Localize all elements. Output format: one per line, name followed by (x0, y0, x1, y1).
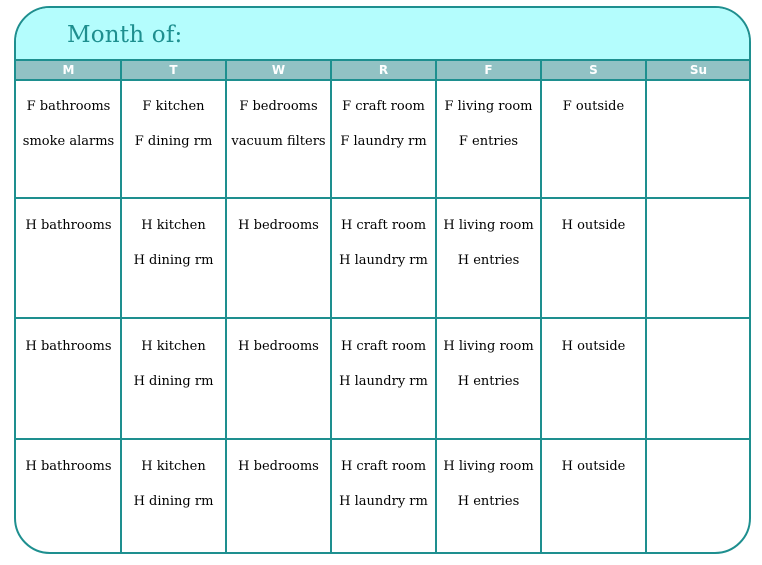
chore-label: H laundry rm (339, 494, 428, 509)
chore-label: H living room (443, 459, 534, 474)
grid-line-vertical (435, 59, 437, 552)
chore-label: H outside (561, 218, 626, 233)
chore-label: H kitchen (141, 459, 206, 474)
grid-line-horizontal (16, 317, 749, 319)
grid-line-vertical (120, 59, 122, 552)
chore-label: H entries (457, 253, 520, 268)
grid-line-horizontal (16, 197, 749, 199)
chore-label: H bedrooms (238, 218, 319, 233)
chore-label: H bathrooms (25, 218, 112, 233)
chore-label: H bedrooms (238, 339, 319, 354)
chore-label: H dining rm (133, 374, 214, 389)
chore-label: H laundry rm (339, 253, 428, 268)
chore-label: F bathrooms (26, 99, 111, 114)
chore-label: vacuum filters (231, 134, 326, 149)
chore-label: H entries (457, 374, 520, 389)
chore-label: H dining rm (133, 253, 214, 268)
chore-label: H outside (561, 339, 626, 354)
chore-label: F laundry rm (340, 134, 427, 149)
title-band (16, 8, 749, 59)
chore-label: H bedrooms (238, 459, 319, 474)
chore-label: H dining rm (133, 494, 214, 509)
chore-label: F dining rm (134, 134, 213, 149)
chore-label: F kitchen (142, 99, 205, 114)
chore-label: H bathrooms (25, 339, 112, 354)
chore-label: F bedrooms (239, 99, 318, 114)
chore-label: H craft room (340, 218, 427, 233)
chore-label: H craft room (340, 459, 427, 474)
chore-label: F outside (562, 99, 625, 114)
grid-line-vertical (645, 59, 647, 552)
chore-label: H laundry rm (339, 374, 428, 389)
chore-label: H kitchen (141, 339, 206, 354)
page-title: Month of: (67, 22, 183, 48)
chore-label: H kitchen (141, 218, 206, 233)
chore-label: H living room (443, 218, 534, 233)
chore-label: F living room (444, 99, 533, 114)
grid-line-vertical (225, 59, 227, 552)
weekday-saturday: S (589, 63, 598, 77)
weekday-friday: F (484, 63, 493, 77)
chore-label: H outside (561, 459, 626, 474)
chore-label: H craft room (340, 339, 427, 354)
weekday-wednesday: W (271, 63, 286, 77)
weekday-sunday: Su (689, 63, 708, 77)
chore-label: smoke alarms (22, 134, 115, 149)
chore-label: F craft room (342, 99, 425, 114)
grid-line-vertical (540, 59, 542, 552)
weekday-tuesday: T (169, 63, 178, 77)
weekday-monday: M (62, 63, 75, 77)
grid-line-vertical (330, 59, 332, 552)
calendar-frame (14, 6, 751, 554)
grid-line-horizontal (16, 438, 749, 440)
chore-label: F entries (458, 134, 519, 149)
chore-label: H bathrooms (25, 459, 112, 474)
weekday-header (16, 59, 749, 81)
weekday-thursday: R (378, 63, 389, 77)
chore-label: H living room (443, 339, 534, 354)
chore-label: H entries (457, 494, 520, 509)
